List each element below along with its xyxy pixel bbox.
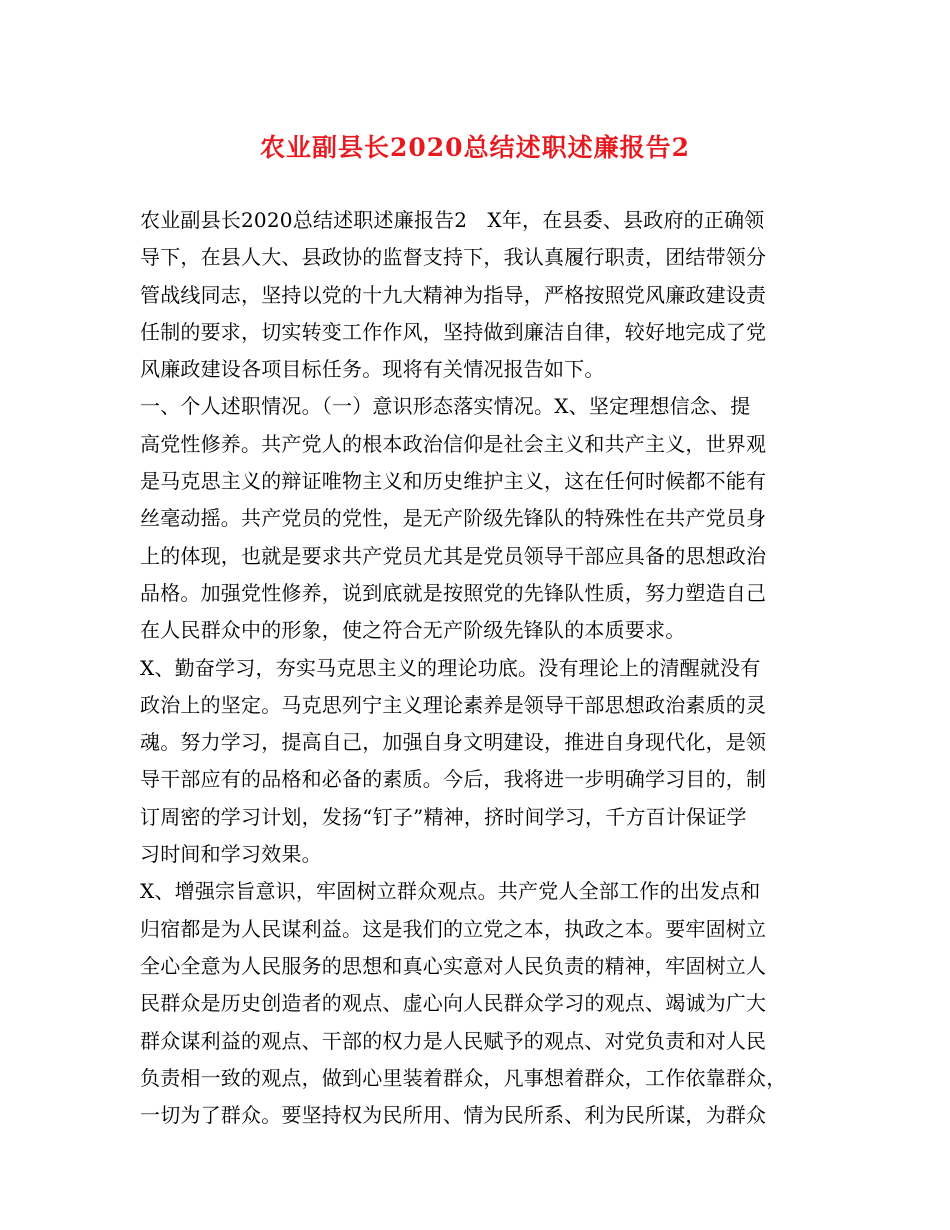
body-line: 风廉政建设各项目标任务。现将有关情况报告如下。 (140, 357, 605, 382)
document-body (140, 202, 830, 1134)
body-line: X、勤奋学习，夯实马克思主义的理论功底。没有理论上的清醒就没有 (140, 655, 761, 680)
body-line: 管战线同志，坚持以党的十九大精神为指导，严格按照党风廉政建设责 (140, 282, 767, 307)
body-line: 全心全意为人民服务的思想和真心实意对人民负责的精神，牢固树立人 (140, 953, 767, 978)
body-line: X、增强宗旨意识，牢固树立群众观点。共产党人全部工作的出发点和 (140, 879, 761, 904)
body-line: 魂。努力学习，提高自己，加强自身文明建设，推进自身现代化，是领 (140, 730, 767, 755)
body-line: 一、个人述职情况。（一）意识形态落实情况。X、坚定理想信念、提 (140, 394, 751, 419)
document-title: 农业副县长2020总结述职述廉报告2 (260, 133, 690, 162)
body-line: 品格。加强党性修养，说到底就是按照党的先锋队性质，努力塑造自己 (140, 580, 767, 605)
body-line: 农业副县长2020总结述职述廉报告2 X年，在县委、县政府的正确领 (140, 208, 765, 232)
body-line: 民群众是历史创造者的观点、虚心向人民群众学习的观点、竭诚为广大 (140, 991, 767, 1016)
body-line: 习时间和学习效果。 (140, 842, 322, 867)
body-line: 高党性修养。共产党人的根本政治信仰是社会主义和共产主义，世界观 (140, 431, 767, 456)
body-line: 导干部应有的品格和必备的素质。今后，我将进一步明确学习目的，制 (140, 767, 767, 792)
body-line: 在人民群众中的形象，使之符合无产阶级先锋队的本质要求。 (140, 618, 686, 643)
body-line: 负责相一致的观点，做到心里装着群众，凡事想着群众，工作依靠群众， (140, 1065, 787, 1090)
body-line: 政治上的坚定。马克思列宁主义理论素养是领导干部思想政治素质的灵 (140, 692, 767, 717)
body-line: 一切为了群众。要坚持权为民所用、情为民所系、利为民所谋，为群众 (140, 1103, 767, 1128)
body-line: 归宿都是为人民谋利益。这是我们的立党之本，执政之本。要牢固树立 (140, 916, 767, 941)
body-line: 任制的要求，切实转变工作作风，坚持做到廉洁自律，较好地完成了党 (140, 319, 767, 344)
body-line: 群众谋利益的观点、干部的权力是人民赋予的观点、对党负责和对人民 (140, 1028, 767, 1053)
body-line: 上的体现，也就是要求共产党员尤其是党员领导干部应具备的思想政治 (140, 543, 767, 568)
body-line: 是马克思主义的辩证唯物主义和历史维护主义，这在任何时候都不能有 (140, 469, 767, 494)
body-line: 丝毫动摇。共产党员的党性，是无产阶级先锋队的特殊性在共产党员身 (140, 506, 767, 531)
body-line: 订周密的学习计划，发扬“钉子”精神，挤时间学习，千方百计保证学 (140, 804, 747, 829)
body-line: 导下，在县人大、县政协的监督支持下，我认真履行职责，团结带领分 (140, 245, 767, 270)
